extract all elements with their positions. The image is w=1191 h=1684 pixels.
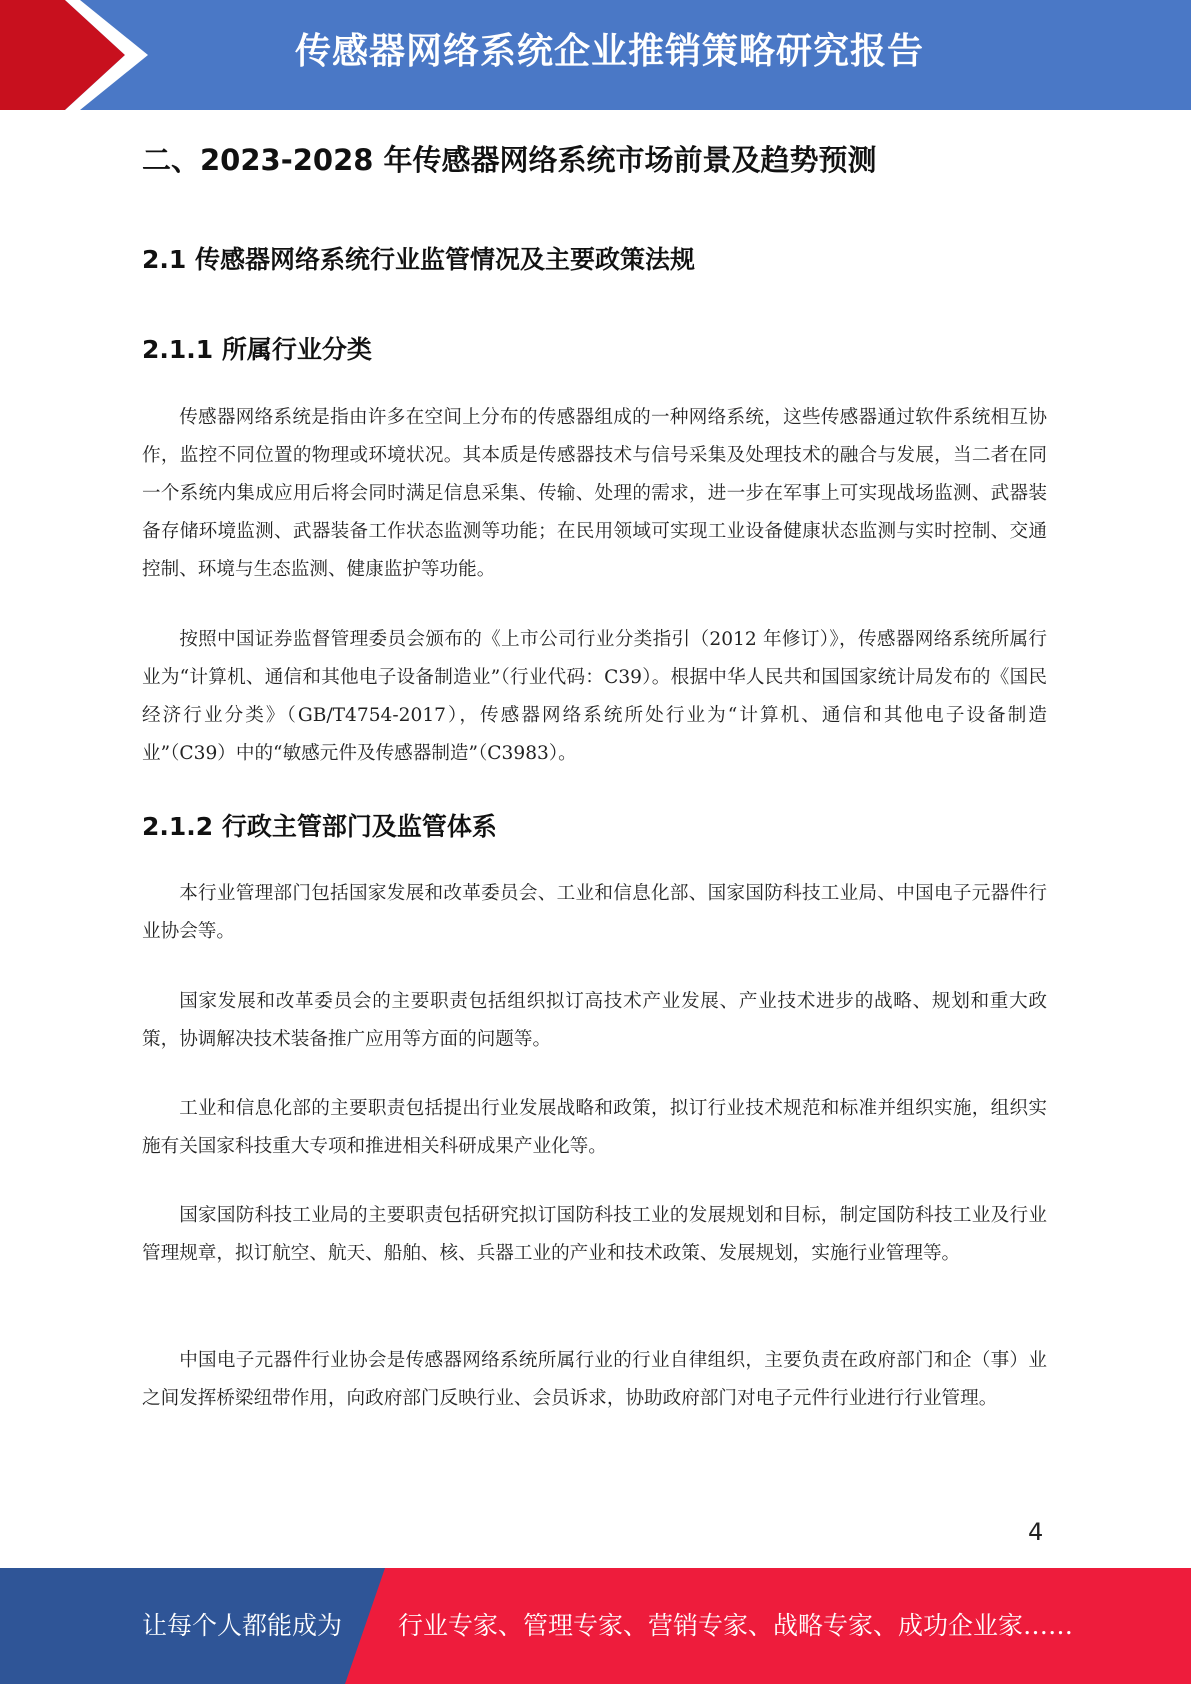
paragraph-miit: 工业和信息化部的主要职责包括提出行业发展战略和政策，拟订行业技术规范和标准并组织实施，组织实施有关国家科技重大专项和推进相关科研成果产业化等。 [142, 1098, 1047, 1157]
footer-slogan-left: 让每个人都能成为 [142, 1611, 343, 1640]
page-footer [0, 1568, 1191, 1684]
paragraph-industry-classification: 按照中国证券监督管理委员会颁布的《上市公司行业分类指引（2012 年修订）》，传感器网络系统所属行业为“计算机、通信和其他电子设备制造业”（行业代码：C39）。根据中华人民共和国国家统计局发布的《国民经济行业分类》（GB/T4754-2017），传感器网络系统所处行业为“计算机、通信和其他电子设备制造业”（C39）中的“敏感元件及传感器制造”（C3983）。 [142, 629, 1047, 764]
section-title: 二、2023-2028 年传感器网络系统市场前景及趋势预测 [142, 143, 877, 177]
footer-slogan-right: 行业专家、管理专家、营销专家、战略专家、成功企业家…… [398, 1611, 1074, 1640]
paragraph-sastind: 国家国防科技工业局的主要职责包括研究拟订国防科技工业的发展规划和目标，制定国防科技工业及行业管理规章，拟订航空、航天、船舶、核、兵器工业的产业和技术政策、发展规划，实施行业管理等。 [142, 1205, 1047, 1264]
page-number: 4 [1028, 1518, 1044, 1546]
paragraph-ndrc: 国家发展和改革委员会的主要职责包括组织拟订高技术产业发展、产业技术进步的战略、规划和重大政策，协调解决技术装备推广应用等方面的问题等。 [142, 991, 1047, 1050]
paragraph-ceca: 中国电子元器件行业协会是传感器网络系统所属行业的行业自律组织，主要负责在政府部门和企（事）业之间发挥桥梁纽带作用，向政府部门反映行业、会员诉求，协助政府部门对电子元件行业进行行业管理。 [142, 1350, 1047, 1409]
report-title: 传感器网络系统企业推销策略研究报告 [295, 31, 925, 72]
subsection-2-1-title: 2.1 传感器网络系统行业监管情况及主要政策法规 [142, 245, 695, 274]
subsection-2-1-1-title: 2.1.1 所属行业分类 [142, 335, 372, 364]
red-chevron-icon [0, 0, 160, 110]
subsection-2-1-2-title: 2.1.2 行政主管部门及监管体系 [142, 812, 497, 841]
paragraph-regulators: 本行业管理部门包括国家发展和改革委员会、工业和信息化部、国家国防科技工业局、中国电子元器件行业协会等。 [142, 883, 1047, 942]
page-header [0, 0, 1191, 110]
paragraph-industry-definition: 传感器网络系统是指由许多在空间上分布的传感器组成的一种网络系统，这些传感器通过软件系统相互协作，监控不同位置的物理或环境状况。其本质是传感器技术与信号采集及处理技术的融合与发展，当二者在同一个系统内集成应用后将会同时满足信息采集、传输、处理的需求，进一步在军事上可实现战场监测、武器装备存储环境监测、武器装备工作状态监测等功能；在民用领域可实现工业设备健康状态监测与实时控制、交通控制、环境与生态监测、健康监护等功能。 [142, 407, 1047, 580]
